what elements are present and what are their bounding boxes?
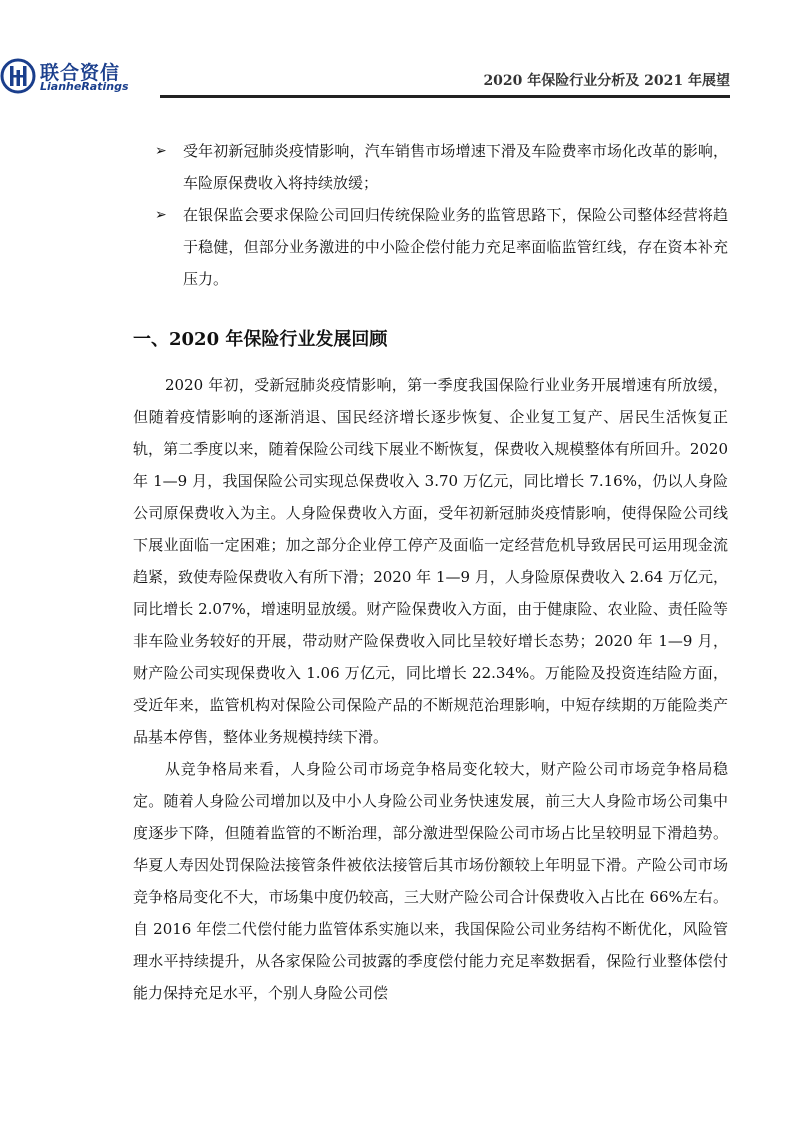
lianhe-logo-icon [0,58,36,94]
bullet-text: 受年初新冠肺炎疫情影响，汽车销售市场增速下滑及车险费率市场化改革的影响，车险原保费收入将持续放缓； [183,142,728,192]
logo-english-name: LianheRatings [40,80,129,93]
section-heading: 一、2020 年保险行业发展回顾 [133,329,388,350]
body-paragraph: 2020 年初，受新冠肺炎疫情影响，第一季度我国保险行业业务开展增速有所放缓，但随着疫情影响的逐渐消退、国民经济增长逐步恢复、企业复工复产、居民生活恢复正轨，第二季度以来，随着保险公司线下展业不断恢复，保费收入规模整体有所回升。2020 年 1—9 月，我国保险公司实现总保费收入 3.70 万亿元，同比增长 7.16%，仍以人身险公司原保费收入为主。人身险保费收入方面，受年初新冠肺炎疫情影响，使得保险公司线下展业面临一定困难；加之部分企业停工停产及面临一定经营危机导致居民可运用现金流趋紧，致使寿险保费收入有所下滑；2020 年 1—9 月，人身险原保费收入 2.64 万亿元，同比增长 2.07%，增速明显放缓。财产险保费收入方面，由于健康险、农业险、责任险等非车险业务较好的开展，带动财产险保费收入同比呈较好增长态势；2020 年 1—9 月，财产险公司实现保费收入 1.06 万亿元，同比增长 22.34%。万能险及投资连结险方面，受近年来，监管机构对保险公司保险产品的不断规范治理影响，中短存续期的万能险类产品基本停售，整体业务规模持续下滑。 [133,376,728,746]
company-logo [0,58,140,98]
page-content [133,135,728,1009]
header-divider [160,95,730,98]
arrow-bullet-icon: ➢ [155,207,167,223]
bullet-item [133,135,728,199]
arrow-bullet-icon: ➢ [155,143,167,159]
bullet-text: 在银保监会要求保险公司回归传统保险业务的监管思路下，保险公司整体经营将趋于稳健，但部分业务激进的中小险企偿付能力充足率面临监管红线，存在资本补充压力。 [183,206,728,288]
logo-chinese-name: 联合资信 [40,62,121,84]
page-header [0,0,793,110]
report-title: 2020 年保险行业分析及 2021 年展望 [483,73,730,89]
body-paragraph: 从竞争格局来看，人身险公司市场竞争格局变化较大，财产险公司市场竞争格局稳定。随着人身险公司增加以及中小人身险公司业务快速发展，前三大人身险市场公司集中度逐步下降，但随着监管的不断治理，部分激进型保险公司市场占比呈较明显下滑趋势。华夏人寿因处罚保险法接管条件被依法接管后其市场份额较上年明显下滑。产险公司市场竞争格局变化不大，市场集中度仍较高，三大财产险公司合计保费收入占比在 66%左右。自 2016 年偿二代偿付能力监管体系实施以来，我国保险公司业务结构不断优化，风险管理水平持续提升，从各家保险公司披露的季度偿付能力充足率数据看，保险行业整体偿付能力保持充足水平，个别人身险公司偿 [133,760,728,1002]
bullet-item [133,199,728,295]
